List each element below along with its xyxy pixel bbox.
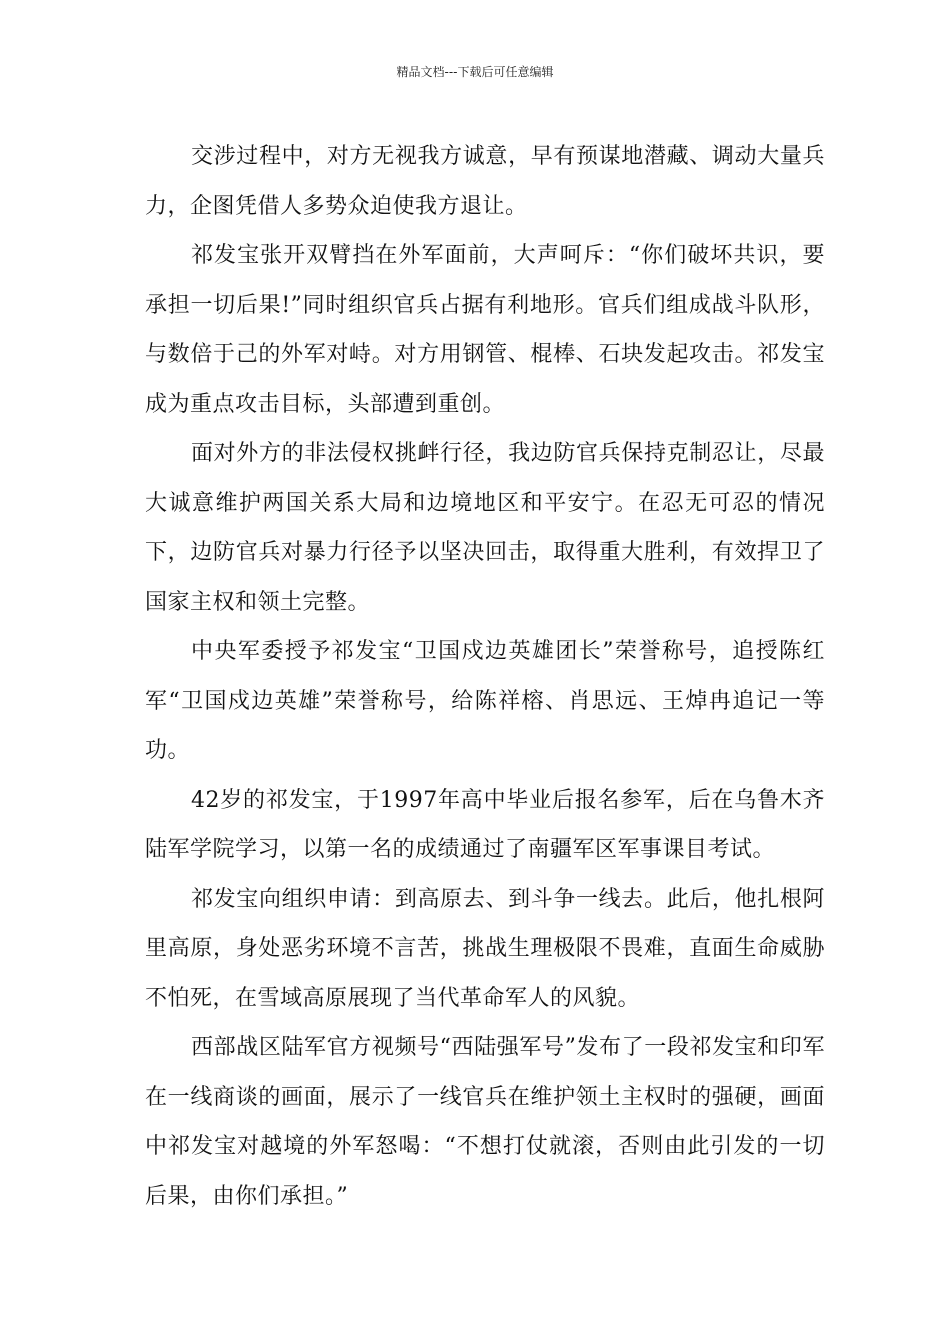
paragraph-7: 西部战区陆军官方视频号“西陆强军号”发布了一段祁发宝和印军在一线商谈的画面，展示了一线官兵在维护领土主权时的强硬，画面中祁发宝对越境的外军怒喝：“不想打仗就滚，否则由此引发的一切后果，由你们承担。” (145, 1035, 825, 1209)
paragraph-6: 祁发宝向组织申请：到高原去、到斗争一线去。此后，他扎根阿里高原，身处恶劣环境不言苦，挑战生理极限不畏难，直面生命威胁不怕死，在雪域高原展现了当代革命军人的风貌。 (145, 886, 825, 1011)
paragraph-5: 42岁的祁发宝，于1997年高中毕业后报名参军，后在乌鲁木齐陆军学院学习，以第一名的成绩通过了南疆军区军事课目考试。 (145, 787, 825, 862)
document-body (145, 132, 825, 1221)
paragraph-4: 中央军委授予祁发宝“卫国戍边英雄团长”荣誉称号，追授陈红军“卫国戍边英雄”荣誉称号，给陈祥榕、肖思远、王焯冉追记一等功。 (145, 639, 825, 763)
paragraph-3: 面对外方的非法侵权挑衅行径，我边防官兵保持克制忍让，尽最大诚意维护两国关系大局和边境地区和平安宁。在忍无可忍的情况下，边防官兵对暴力行径予以坚决回击，取得重大胜利，有效捍卫了国家主权和领土完整。 (145, 441, 825, 615)
page-header: 精品文档---下载后可任意编辑 (396, 65, 554, 79)
paragraph-2: 祁发宝张开双臂挡在外军面前，大声呵斥：“你们破坏共识，要承担一切后果!”同时组织官兵占据有利地形。官兵们组成战斗队形，与数倍于己的外军对峙。对方用钢管、棍棒、石块发起攻击。祁发宝成为重点攻击目标，头部遭到重创。 (145, 243, 825, 417)
paragraph-1: 交涉过程中，对方无视我方诚意，早有预谋地潜藏、调动大量兵力，企图凭借人多势众迫使我方退让。 (145, 144, 825, 219)
